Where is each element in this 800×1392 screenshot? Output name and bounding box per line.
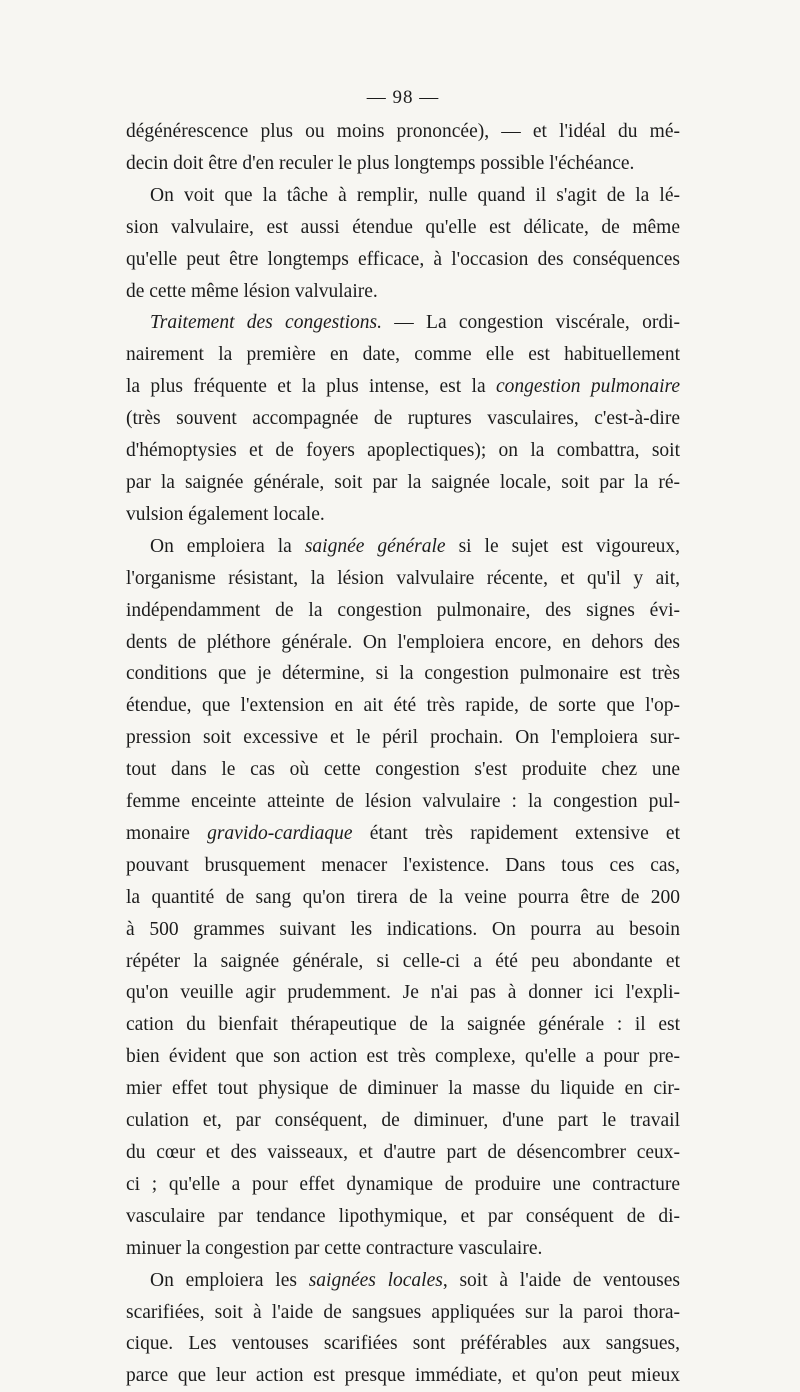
text-line: la quantité de sang qu'on tirera de la veine pourra être de 200 — [126, 886, 680, 908]
text-line: qu'elle peut être longtemps efficace, à l'occasion des conséquences — [126, 248, 680, 270]
text-line: cique. Les ventouses scarifiées sont préférables aux sangsues, — [126, 1333, 680, 1355]
text-line: dégénérescence plus ou moins prononcée), — et l'idéal du mé- — [126, 121, 680, 142]
text-line: qu'on veuille agir prudemment. Je n'ai pas à donner ici l'expli- — [126, 982, 680, 1004]
text-line: parce que leur action est presque immédiate, et qu'on peut mieux — [126, 1365, 680, 1387]
text-line — [126, 307, 680, 339]
paragraph-1 — [126, 116, 680, 180]
text-line: culation et, par conséquent, de diminuer, d'une part le travail — [126, 1110, 680, 1132]
emphasis-text: gravido-cardiaque — [207, 822, 353, 844]
text-line: nairement la première en date, comme elle est habituellement — [126, 344, 680, 366]
text-line — [126, 818, 680, 850]
text-line: par la saignée générale, soit par la saignée locale, soit par la ré- — [126, 471, 680, 493]
text-line: étendue, que l'extension en ait été très rapide, de sorte que l'op- — [126, 695, 680, 717]
text-fragment: On emploiera la — [150, 535, 305, 557]
text-fragment: monaire — [126, 822, 208, 844]
text-fragment: si le sujet est vigoureux, — [445, 535, 681, 557]
text-line: On voit que la tâche à remplir, nulle quand il s'agit de la lé- — [150, 184, 680, 206]
text-line: mier effet tout physique de diminuer la masse du liquide en cir- — [126, 1078, 680, 1100]
section-heading: Traitement des congestions. — [150, 312, 382, 334]
text-line: du cœur et des vaisseaux, et d'autre part de désencombrer ceux- — [126, 1142, 680, 1163]
text-line: tout dans le cas où cette congestion s'est produite chez une — [126, 759, 680, 781]
text-line: sion valvulaire, est aussi étendue qu'elle est délicate, de même — [126, 216, 680, 238]
text-line — [126, 531, 680, 563]
emphasis-text: congestion pulmonaire — [495, 376, 681, 398]
text-line: cation du bienfait thérapeutique de la saignée générale : il est — [126, 1014, 680, 1036]
text-line: conditions que je détermine, si la congestion pulmonaire est très — [126, 663, 680, 685]
text-line: indépendamment de la congestion pulmonaire, des signes évi- — [126, 599, 680, 621]
page-number: — 98 — — [366, 87, 440, 108]
text-fragment: la plus fréquente et la plus intense, est la — [126, 376, 496, 398]
text-line: ci ; qu'elle a pour effet dynamique de produire une contracture — [126, 1173, 680, 1195]
text-line: à 500 grammes suivant les indications. On pourra au besoin — [126, 918, 680, 940]
paragraph-5 — [126, 1265, 680, 1392]
text-line: minuer la congestion par cette contracture vasculaire. — [126, 1237, 543, 1259]
text-fragment: — La congestion viscérale, ordi- — [382, 312, 680, 334]
text-line: d'hémoptysies et de foyers apoplectiques); on la combattra, soit — [126, 440, 680, 462]
text-line: l'organisme résistant, la lésion valvulaire récente, et qu'il y ait, — [126, 567, 680, 589]
text-fragment: , soit à l'aide de ventouses — [442, 1269, 680, 1291]
paragraph-2 — [126, 180, 680, 308]
paragraph-3 — [126, 307, 680, 530]
book-page — [126, 84, 680, 1392]
emphasis-text: saignée générale — [304, 535, 446, 557]
text-line: decin doit être d'en reculer le plus longtemps possible l'échéance. — [126, 152, 635, 174]
text-fragment: On emploiera les — [150, 1269, 309, 1291]
paragraph-4 — [126, 531, 680, 1265]
text-line: répéter la saignée générale, si celle-ci a été peu abondante et — [126, 950, 680, 972]
text-line: de cette même lésion valvulaire. — [126, 280, 378, 302]
text-line: dents de pléthore générale. On l'emploiera encore, en dehors des — [126, 631, 680, 653]
text-line: pression soit excessive et le péril prochain. On l'emploiera sur- — [126, 727, 680, 749]
text-line — [126, 371, 680, 403]
text-line: pouvant brusquement menacer l'existence. Dans tous ces cas, — [126, 854, 680, 876]
text-line: (très souvent accompagnée de ruptures vasculaires, c'est-à-dire — [126, 408, 680, 430]
emphasis-text: saignées locales — [308, 1269, 443, 1291]
text-line: bien évident que son action est très complexe, qu'elle a pour pre- — [126, 1046, 680, 1068]
text-line: vasculaire par tendance lipothymique, et par conséquent de di- — [126, 1205, 680, 1227]
text-line: scarifiées, soit à l'aide de sangsues appliquées sur la paroi thora- — [126, 1301, 680, 1323]
text-line: femme enceinte atteinte de lésion valvulaire : la congestion pul- — [126, 791, 680, 813]
text-line — [126, 1265, 680, 1297]
text-line: vulsion également locale. — [126, 503, 325, 525]
text-fragment: étant très rapidement extensive et — [352, 822, 680, 844]
